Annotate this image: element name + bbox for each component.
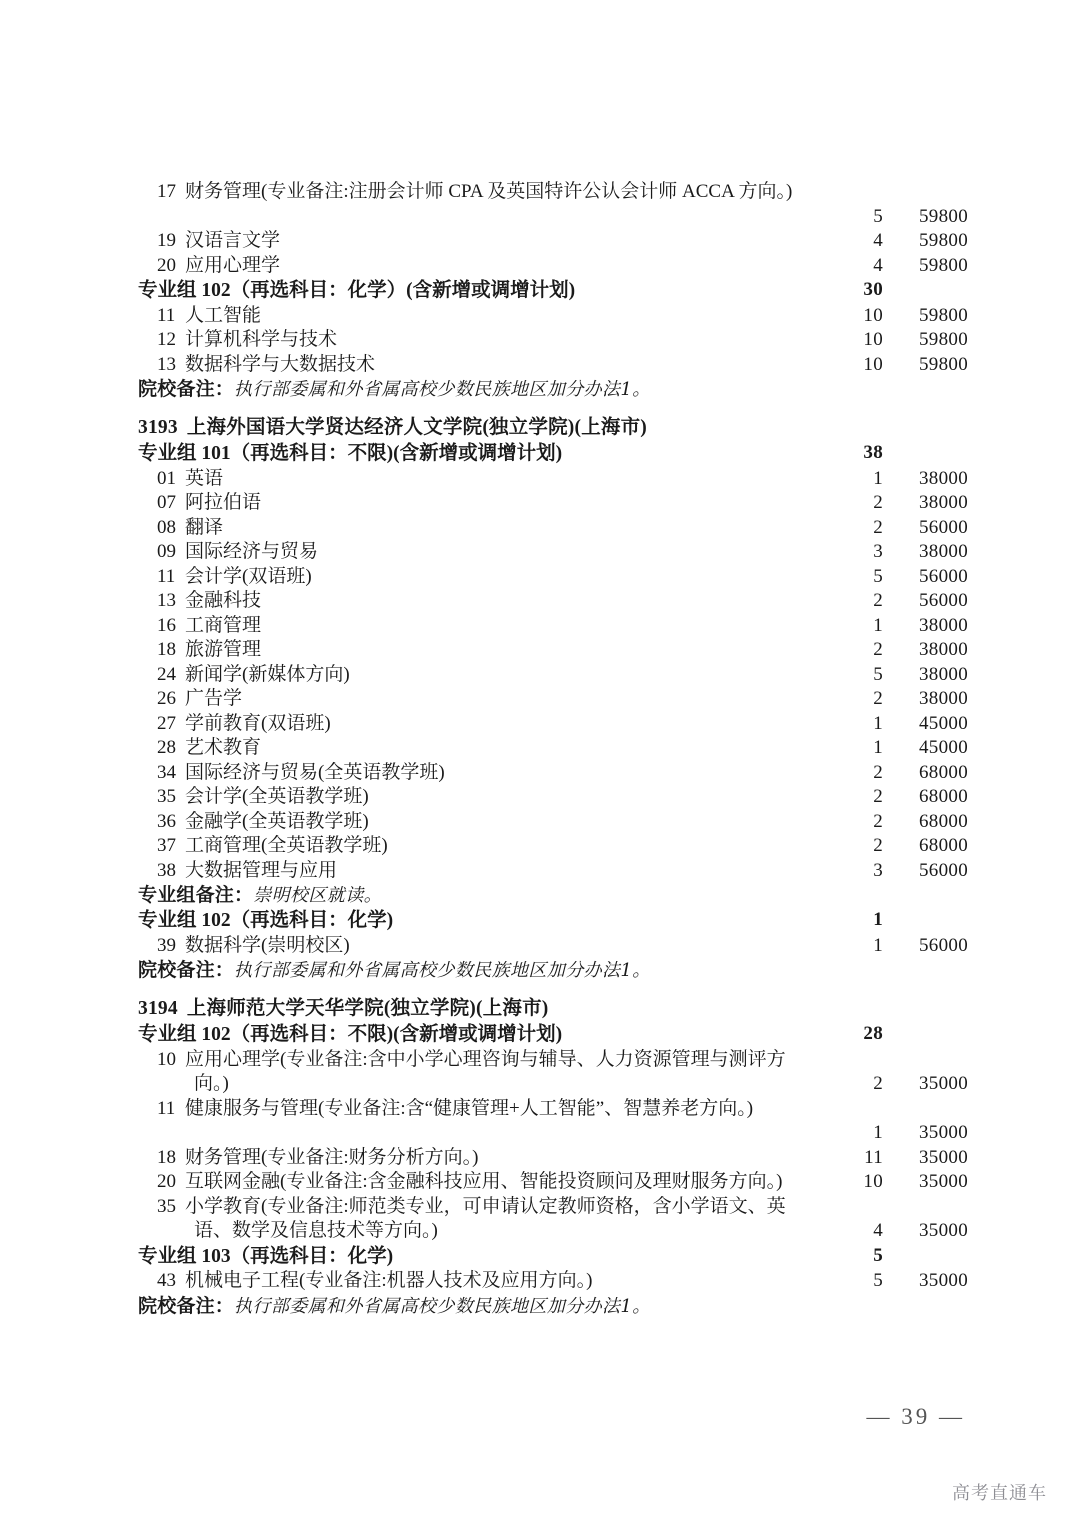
major-quota: 10 [863,353,883,375]
major-quota: 4 [873,1220,883,1241]
major-name: 学前教育(双语班) [185,712,331,734]
school-note-label: 院校备注： [138,379,235,400]
school-note-label: 院校备注： [138,1295,235,1317]
major-code: 26 [157,688,176,709]
group-header [138,441,968,467]
major-code: 20 [157,254,176,276]
continued-section [138,180,968,402]
major-fee: 35000 [919,1270,968,1291]
school-code: 3194 [138,998,178,1019]
group-title: 专业组 102（再选科目：化学）(含新增或调增计划) [138,280,576,301]
major-fee: 45000 [919,712,968,734]
major-quota: 5 [873,1270,883,1291]
major-name: 广告学 [185,688,243,709]
major-code: 37 [157,835,176,856]
major-quota: 10 [863,329,883,350]
major-code: 08 [157,516,176,538]
major-quota: 3 [873,859,883,881]
major-code: 09 [157,541,176,562]
major-name: 大数据管理与应用 [185,859,338,881]
major-code: 24 [157,663,176,685]
major-fee: 35000 [919,1220,968,1241]
major-fee: 35000 [919,1073,968,1094]
major-code: 17 [157,181,176,202]
school-section [138,415,968,983]
major-row [138,785,968,810]
major-quota: 2 [873,688,883,709]
major-quota: 3 [873,541,883,562]
major-name: 艺术教育 [185,737,262,758]
group-header [138,1022,968,1048]
school-name: 上海师范大学天华学院(独立学院)(上海市) [186,998,549,1019]
major-name: 计算机科学与技术 [185,329,338,350]
major-code: 19 [157,230,176,251]
major-quota: 4 [873,230,883,251]
major-code: 13 [157,353,176,375]
major-row [138,1269,968,1294]
major-code: 20 [157,1171,176,1192]
school-note [138,958,968,983]
major-code: 35 [157,786,176,807]
major-quota: 10 [863,1171,883,1192]
major-fee: 56000 [919,934,968,956]
major-label [157,1097,968,1122]
major-name: 数据科学与大数据技术 [185,353,376,375]
major-quota: 2 [873,835,883,856]
major-fee: 59800 [919,205,968,227]
major-code: 11 [157,565,176,587]
major-quota: 1 [873,467,883,489]
major-fee: 38000 [919,492,968,513]
major-name: 工商管理 [185,614,262,636]
major-name: 健康服务与管理(专业备注:含“健康管理+人工智能”、智慧养老方向。) [185,1097,754,1119]
major-quota: 5 [873,565,883,587]
school-list [138,415,968,1319]
major-code: 10 [157,1048,176,1070]
major-name: 小学教育(专业备注:师范类专业，可申请认定教师资格，含小学语文、英语、数学及信息技术等方向。) [185,1195,786,1241]
major-name: 国际经济与贸易(全英语教学班) [185,761,445,783]
major-row [138,859,968,884]
major-fee: 68000 [919,810,968,832]
major-code: 27 [157,712,176,734]
major-fee: 59800 [919,353,968,375]
major-quota: 2 [873,1073,883,1094]
major-name: 旅游管理 [185,639,262,660]
major-name: 机械电子工程(专业备注:机器人技术及应用方向。) [185,1270,593,1291]
major-quota: 2 [873,639,883,660]
major-row [138,1146,968,1171]
major-row [138,229,968,254]
major-row [138,663,968,688]
major-code: 28 [157,737,176,758]
group-note-text: 崇明校区就读。 [253,885,383,906]
catalog-content [138,180,968,1319]
major-fee: 38000 [919,663,968,685]
major-code: 12 [157,329,176,350]
major-fee: 56000 [919,590,968,611]
major-code: 35 [157,1195,176,1217]
major-row [138,834,968,859]
major-row [138,589,968,614]
major-row [138,810,968,835]
major-row [138,565,968,590]
school-header [138,415,968,441]
major-code: 18 [157,639,176,660]
major-name: 财务管理(专业备注:财务分析方向。) [185,1146,479,1168]
major-row [138,712,968,737]
major-row [138,540,968,565]
major-name: 国际经济与贸易 [185,541,319,562]
school-note [138,1294,968,1319]
major-fee: 38000 [919,467,968,489]
major-fee: 59800 [919,329,968,350]
major-quota: 1 [873,737,883,758]
major-name: 英语 [185,467,224,489]
major-code: 18 [157,1146,176,1168]
major-name: 互联网金融(专业备注:含金融科技应用、智能投资顾问及理财服务方向。) [185,1171,783,1192]
major-quota: 2 [873,786,883,807]
school-note-text: 执行部委属和外省属高校少数民族地区加分办法1。 [234,960,651,981]
major-name: 金融科技 [185,590,262,611]
major-name: 汉语言文学 [185,230,281,251]
major-quota: 4 [873,254,883,276]
major-code: 39 [157,934,176,956]
major-row [138,491,968,516]
major-name: 会计学(双语班) [185,565,312,587]
major-quota: 1 [873,1122,883,1143]
major-name: 应用心理学(专业备注:含中小学心理咨询与辅导、人力资源管理与测评方向。) [185,1048,786,1094]
major-fee: 59800 [919,304,968,326]
school-note-text: 执行部委属和外省属高校少数民族地区加分办法1。 [234,1295,651,1317]
major-name: 人工智能 [185,304,262,326]
major-name: 会计学(全英语教学班) [185,786,369,807]
major-row [138,328,968,353]
major-row [138,254,968,279]
major-fee: 45000 [919,737,968,758]
major-row [138,180,968,229]
major-quota: 1 [873,614,883,636]
group-title: 专业组 102（再选科目：化学) [138,910,394,931]
group-note-label: 专业组备注： [138,885,254,906]
school-note-label: 院校备注： [138,960,235,981]
major-fee: 35000 [919,1122,968,1143]
group-quota: 30 [863,279,883,300]
major-list [138,180,968,278]
major-name: 应用心理学 [185,254,281,276]
major-code: 13 [157,590,176,611]
group-quota: 1 [873,909,883,930]
group-quota: 38 [863,442,883,463]
major-quota: 10 [863,304,883,326]
major-quota: 2 [873,810,883,832]
major-name: 财务管理(专业备注:注册会计师 CPA 及英国特许公认会计师 ACCA 方向。) [185,181,793,202]
major-fee: 35000 [919,1146,968,1168]
major-name: 金融学(全英语教学班) [185,810,369,832]
major-code: 16 [157,614,176,636]
group-title: 专业组 102（再选科目：不限)(含新增或调增计划) [138,1024,563,1045]
major-row [138,934,968,959]
major-fee: 38000 [919,688,968,709]
major-fee: 68000 [919,761,968,783]
major-quota: 5 [873,205,883,227]
major-code: 01 [157,467,176,489]
major-fee: 68000 [919,786,968,807]
major-row [138,614,968,639]
major-quota: 2 [873,761,883,783]
major-code: 11 [157,1097,176,1119]
major-quota: 5 [873,663,883,685]
group-note [138,883,968,908]
major-fee: 59800 [919,254,968,276]
group-quota: 5 [873,1244,883,1266]
major-fee: 38000 [919,541,968,562]
page-number: — 39 — [866,1404,965,1429]
major-name: 工商管理(全英语教学班) [185,835,388,856]
major-code: 36 [157,810,176,832]
major-quota: 2 [873,590,883,611]
major-name: 翻译 [185,516,224,538]
group-title: 专业组 101（再选科目：不限)(含新增或调增计划) [138,443,563,464]
major-quota: 1 [873,934,883,956]
major-code: 11 [157,304,176,326]
major-row [138,687,968,712]
major-list [138,304,968,378]
school-code: 3193 [138,417,178,438]
major-quota: 11 [864,1146,883,1168]
major-code: 34 [157,761,176,783]
major-row [138,1097,968,1146]
major-quota: 1 [873,712,883,734]
major-fee: 38000 [919,639,968,660]
major-name: 新闻学(新媒体方向) [185,663,350,685]
group-header [138,278,968,304]
group-header [138,1244,968,1270]
major-row [138,1170,968,1195]
major-fee: 38000 [919,614,968,636]
group-title: 专业组 103（再选科目：化学) [138,1245,394,1267]
major-name: 阿拉伯语 [185,492,262,513]
major-fee: 56000 [919,565,968,587]
school-header [138,996,968,1022]
major-quota: 2 [873,492,883,513]
major-row [138,736,968,761]
major-code: 43 [157,1270,176,1291]
major-row [138,761,968,786]
major-fee: 56000 [919,859,968,881]
school-note-text: 执行部委属和外省属高校少数民族地区加分办法1。 [234,379,651,400]
major-code: 07 [157,492,176,513]
group-quota: 28 [863,1023,883,1044]
major-row [138,467,968,492]
major-fee: 56000 [919,516,968,538]
group-header [138,908,968,934]
major-row [138,1048,968,1097]
watermark: 高考直通车 [952,1483,1047,1503]
major-name: 数据科学(崇明校区) [185,934,350,956]
major-fee: 59800 [919,230,968,251]
school-section [138,996,968,1319]
school-note [138,377,968,402]
major-code: 38 [157,859,176,881]
major-label [157,180,968,205]
major-quota: 2 [873,516,883,538]
school-name: 上海外国语大学贤达经济人文学院(独立学院)(上海市) [186,417,647,438]
major-row [138,1195,968,1244]
major-row [138,304,968,329]
major-row [138,353,968,378]
major-fee: 35000 [919,1171,968,1192]
major-row [138,638,968,663]
major-row [138,516,968,541]
major-fee: 68000 [919,835,968,856]
